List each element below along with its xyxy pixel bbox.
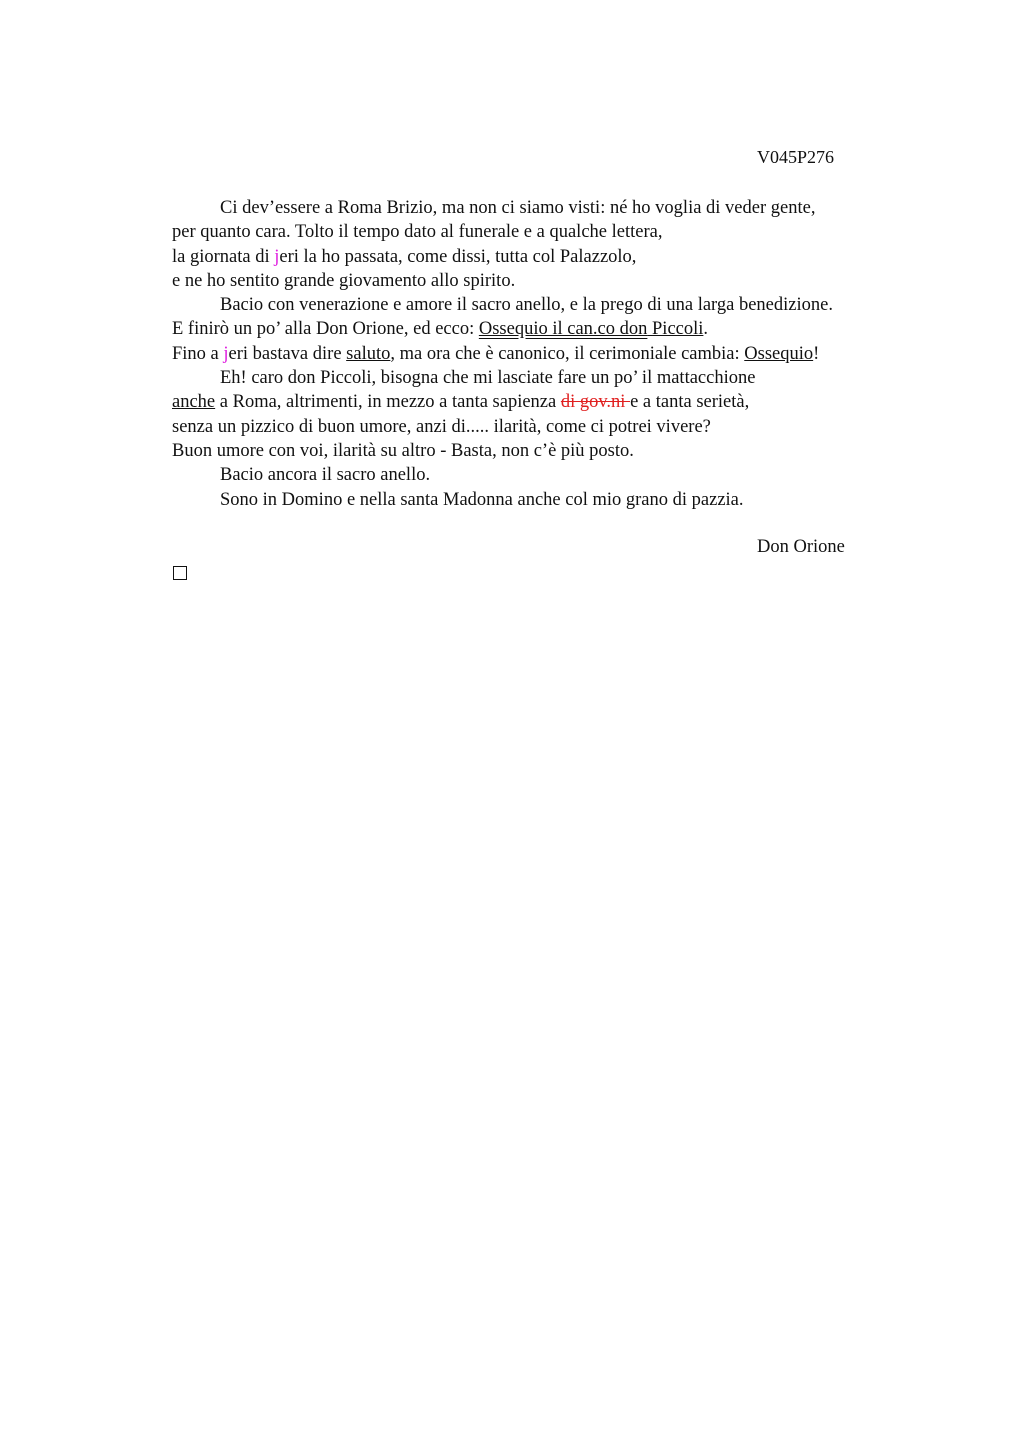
correction-mark: j bbox=[223, 343, 229, 364]
paragraph-line bbox=[172, 269, 932, 293]
paragraph-line bbox=[172, 463, 932, 487]
text-segment: Sono in Domino e nella santa Madonna anche col mio grano di pazzia. bbox=[220, 489, 744, 510]
text-segment: senza un pizzico di buon umore, anzi di..... ilarità, come ci potrei vivere? bbox=[172, 416, 711, 437]
text-segment: eri bastava dire bbox=[228, 343, 347, 364]
deleted-text: di gov.ni bbox=[560, 392, 631, 413]
checkbox-square-icon bbox=[173, 566, 187, 580]
text-segment: Fino a bbox=[172, 343, 224, 364]
paragraph-line bbox=[172, 366, 932, 390]
underlined-text: anche bbox=[172, 392, 216, 413]
text-segment: Ci dev’essere a Roma Brizio, ma non ci siamo visti: né ho voglia di veder gente, bbox=[220, 198, 816, 218]
signature: Don Orione bbox=[757, 537, 845, 557]
underlined-text: saluto bbox=[346, 343, 391, 364]
paragraph-line bbox=[172, 488, 932, 512]
text-segment: ! bbox=[813, 343, 820, 364]
text-segment: e a tanta serietà, bbox=[630, 392, 750, 413]
paragraph-line bbox=[172, 415, 932, 439]
document-code: V045P276 bbox=[757, 147, 835, 167]
text-segment: Eh! caro don Piccoli, bisogna che mi lasciate fare un po’ il mattacchione bbox=[220, 368, 756, 389]
text-segment: Bacio con venerazione e amore il sacro anello, e la prego di una larga benedizione. bbox=[220, 295, 833, 316]
correction-mark: j bbox=[274, 246, 280, 267]
text-segment: e ne ho sentito grande giovamento allo spirito. bbox=[172, 270, 516, 291]
paragraph-line bbox=[172, 390, 932, 414]
text-segment: a Roma, altrimenti, in mezzo a tanta sapienza bbox=[215, 392, 561, 413]
paragraph-line bbox=[172, 220, 932, 244]
text-segment: Bacio ancora il sacro anello. bbox=[220, 465, 431, 486]
text-segment: Buon umore con voi, ilarità su altro - Basta, non c’è più posto. bbox=[172, 440, 634, 461]
text-segment: eri la ho passata, come dissi, tutta col Palazzolo, bbox=[279, 246, 637, 267]
paragraph-line bbox=[172, 342, 932, 366]
text-segment: . bbox=[703, 319, 709, 340]
paragraph-line bbox=[172, 293, 932, 317]
paragraph-line bbox=[172, 245, 932, 269]
paragraph-line bbox=[172, 439, 932, 463]
paragraph-line bbox=[172, 196, 932, 220]
letter-body bbox=[172, 196, 932, 512]
paragraph-line bbox=[172, 317, 932, 341]
text-segment: la giornata di bbox=[172, 246, 275, 267]
text-segment: per quanto cara. Tolto il tempo dato al funerale e a qualche lettera, bbox=[172, 222, 663, 243]
text-segment: E finirò un po’ alla Don Orione, ed ecco: bbox=[172, 319, 479, 340]
underlined-text: Ossequio bbox=[744, 343, 814, 364]
double-underlined-text: Ossequio il can.co don bbox=[478, 319, 648, 340]
underlined-text: Piccoli bbox=[652, 319, 704, 340]
text-segment: , ma ora che è canonico, il cerimoniale cambia: bbox=[390, 343, 745, 364]
